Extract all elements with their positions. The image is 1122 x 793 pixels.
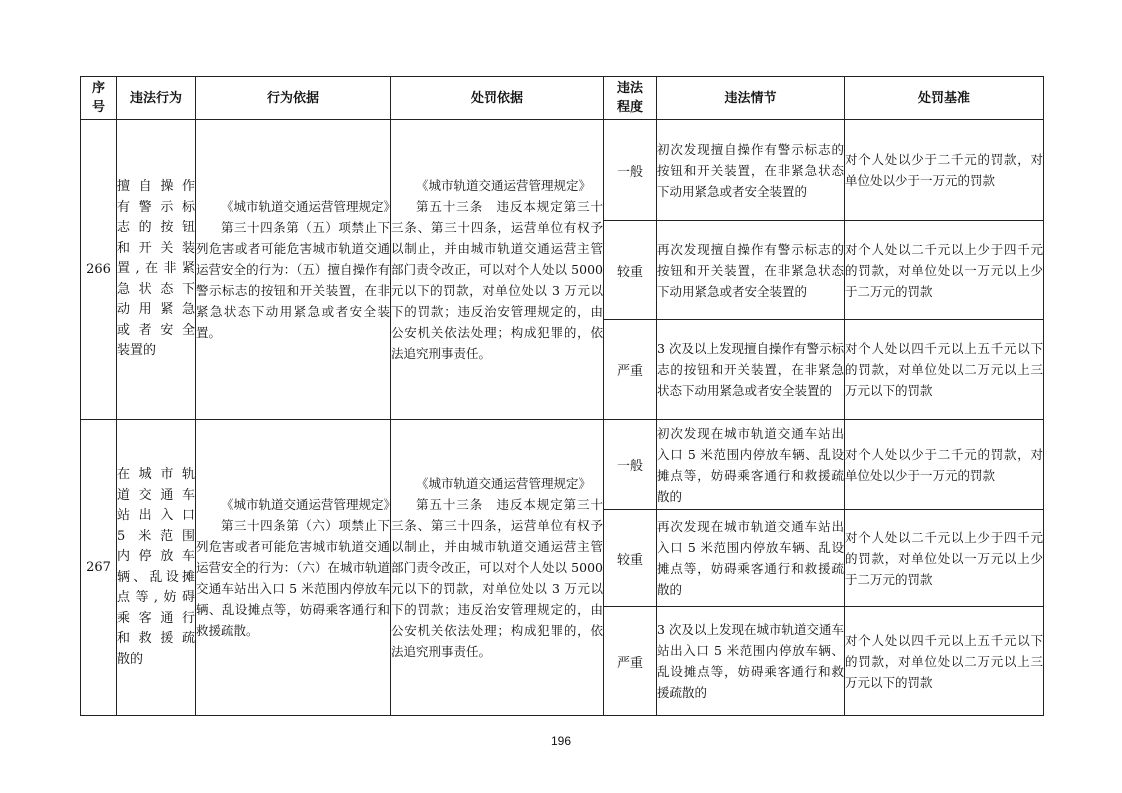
penalty-standard: 对个人处以四千元以上五千元以下的罚款，对单位处以二万元以上三万元以下的罚款 [845,320,1044,420]
violation-act-line: 5 米范围 [117,528,195,544]
header-penalty-basis: 处罚依据 [391,77,604,120]
penalty-basis-paragraph: 第五十三条 违反本规定第三十三条、第三十四条，运营单位有权予以制止，并由城市轨道交通运营主管部门责令改正，可以对个人处以 5000 元以下的罚款，对单位处以 3 万元以下的罚款；违反治安管理规定的，由公安机关依法处理；构成犯罪的，依法追究刑事责任。 [391,199,603,361]
violation-act-line: 志的按钮 [117,220,195,236]
conduct-basis-paragraph: 第三十四条第（六）项禁止下列危害或者可能危害城市轨道交通运营安全的行为：（六）在城市轨道交通车站出入口 5 米范围内停放车辆、乱设摊点等，妨碍乘客通行和救援疏散。 [196,518,390,638]
situation: 初次发现擅自操作有警示标志的按钮和开关装置，在非紧急状态下动用紧急或者安全装置的 [657,120,845,221]
penalty-basis [391,120,604,420]
header-row [81,77,1044,120]
penalty-standard: 对个人处以四千元以上五千元以下的罚款，对单位处以二万元以上三万元以下的罚款 [845,607,1044,716]
violation-act-line: 点等,妨碍 [117,590,195,605]
violation-act-line: 或者安全 [117,322,195,338]
penalty-table [80,76,1044,716]
header-act: 违法行为 [117,77,196,120]
table-row [81,420,1044,510]
violation-act-line: 擅自操作 [117,179,195,195]
penalty-standard: 对个人处以二千元以上少于四千元的罚款，对单位处以一万元以上少于二万元的罚款 [845,510,1044,607]
violation-act-line: 站出入口 [117,508,195,523]
violation-act-line: 和开关装 [117,240,195,256]
page-number: 196 [550,734,572,748]
penalty-standard: 对个人处以少于二千元的罚款，对单位处以少于一万元的罚款 [845,420,1044,510]
violation-act-line: 装置的 [117,343,157,359]
violation-act-line: 动用紧急 [117,302,195,318]
header-seq: 序号 [81,77,117,120]
situation: 再次发现在城市轨道交通车站出入口 5 米范围内停放车辆、乱设摊点等，妨碍乘客通行和救援疏散的 [657,510,845,607]
degree: 严重 [604,320,657,420]
violation-act [117,420,196,716]
degree: 较重 [604,221,657,320]
penalty-standard: 对个人处以少于二千元的罚款，对单位处以少于一万元的罚款 [845,120,1044,221]
violation-act-line: 辆、乱设摊 [117,569,195,585]
conduct-basis-paragraph: 《城市轨道交通运营管理规定》 [221,199,397,214]
row-number: 267 [81,420,117,716]
conduct-basis [196,420,397,716]
situation: 3 次及以上发现擅自操作有警示标志的按钮和开关装置，在非紧急状态下动用紧急或者安全装置的 [657,320,845,420]
degree: 严重 [604,607,657,716]
violation-act-line: 急状态下 [117,281,195,297]
violation-act-line: 乘客通行 [117,610,195,626]
header-basis: 行为依据 [196,77,391,120]
violation-act-line: 有警示标 [117,199,195,215]
row-number: 266 [81,120,117,420]
header-degree: 违法程度 [604,77,657,120]
violation-act-line: 散的 [117,651,144,667]
violation-act-line: 置,在非紧 [117,261,195,277]
violation-act [117,120,196,420]
violation-act-line: 在城市轨 [117,467,195,482]
degree: 一般 [604,420,657,510]
situation: 初次发现在城市轨道交通车站出入口 5 米范围内停放车辆、乱设摊点等，妨碍乘客通行和救援疏散的 [657,420,845,510]
header-standard: 处罚基准 [845,77,1044,120]
situation: 再次发现擅自操作有警示标志的按钮和开关装置，在非紧急状态下动用紧急或者安全装置的 [657,221,845,320]
table-row [81,120,1044,221]
conduct-basis-paragraph: 第三十四条第（五）项禁止下列危害或者可能危害城市轨道交通运营安全的行为：（五）擅自操作有警示标志的按钮和开关装置，在非紧急状态下动用紧急或者安全装置。 [196,220,390,340]
penalty-basis-paragraph: 第五十三条 违反本规定第三十三条、第三十四条，运营单位有权予以制止，并由城市轨道交通运营主管部门责令改正，可以对个人处以 5000 元以下的罚款，对单位处以 3 万元以下的罚款；违反治安管理规定的，由公安机关依法处理；构成犯罪的，依法追究刑事责任。 [391,497,603,659]
degree: 一般 [604,120,657,221]
penalty-basis-paragraph: 《城市轨道交通运营管理规定》 [416,178,592,193]
situation: 3 次及以上发现在城市轨道交通车站出入口 5 米范围内停放车辆、乱设摊点等，妨碍乘客通行和救援疏散的 [657,607,845,716]
conduct-basis [196,120,397,420]
conduct-basis-paragraph: 《城市轨道交通运营管理规定》 [221,497,397,512]
violation-act-line: 和救援疏 [117,631,195,646]
violation-act-line: 道交通车 [117,487,195,503]
violation-act-line: 内停放车 [117,549,195,564]
degree: 较重 [604,510,657,607]
header-situation: 违法情节 [657,77,845,120]
penalty-basis [391,420,604,716]
penalty-standard: 对个人处以二千元以上少于四千元的罚款，对单位处以一万元以上少于二万元的罚款 [845,221,1044,320]
penalty-basis-paragraph: 《城市轨道交通运营管理规定》 [416,476,592,491]
